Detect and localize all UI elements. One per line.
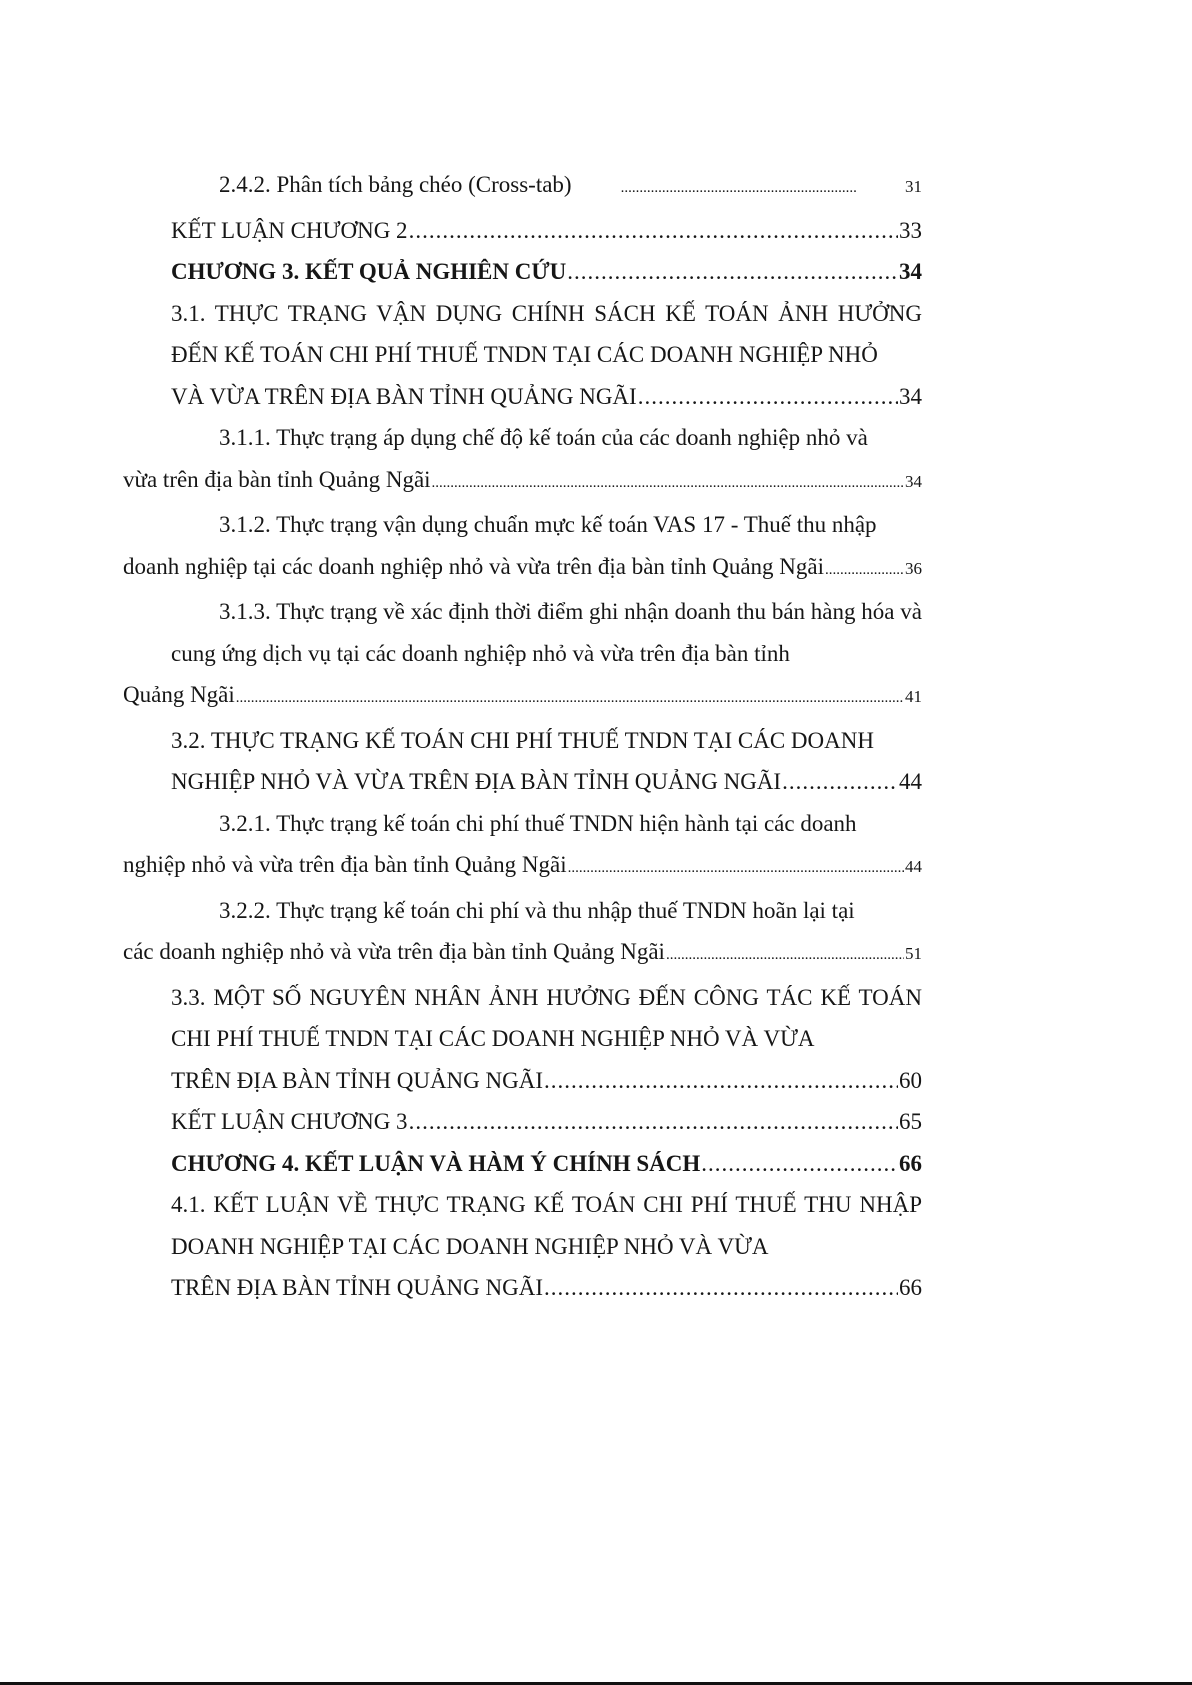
dot-leader (409, 210, 898, 252)
dot-leader (638, 376, 898, 418)
toc-entry-title: VÀ VỪA TRÊN ĐỊA BÀN TỈNH QUẢNG NGÃI (171, 383, 637, 409)
dot-leader (825, 550, 904, 592)
toc-entry-title: nghiệp nhỏ và vừa trên địa bàn tỉnh Quảng Ngãi (123, 852, 567, 877)
toc-entry-text: 3.2.1. Thực trạng kế toán chi phí thuế TNDN hiện hành tại các doanh (219, 810, 857, 836)
toc-entry-text: 3.1.3. Thực trạng về xác định thời điểm ghi nhận doanh thu bán hàng hóa và cung ứng dịch vụ tại các doanh nghiệp nhỏ và vừa trên địa bàn tỉnh (171, 599, 922, 666)
dot-leader (782, 761, 898, 803)
toc-entry-text: 4.1. KẾT LUẬN VỀ THỰC TRẠNG KẾ TOÁN CHI PHÍ THUẾ THU NHẬP DOANH NGHIỆP TẠI CÁC DOANH NGHIỆP NHỎ VÀ VỪA (171, 1192, 922, 1259)
toc-entry-line (171, 210, 922, 252)
toc-page-number: 31 (905, 177, 922, 196)
toc-entry-line (123, 459, 922, 505)
toc-entry[interactable] (123, 591, 922, 720)
toc-entry-line (123, 931, 922, 977)
dot-leader (567, 251, 898, 293)
toc-entry-title: 2.4.2. Phân tích bảng chéo (Cross-tab) (219, 172, 572, 197)
toc-entry-title: TRÊN ĐỊA BÀN TỈNH QUẢNG NGÃI (171, 1275, 544, 1300)
toc-entry-title: doanh nghiệp tại các doanh nghiệp nhỏ và vừa trên địa bàn tỉnh Quảng Ngãi (123, 553, 824, 579)
toc-entry[interactable] (171, 164, 922, 210)
toc-entry-line (171, 251, 922, 293)
toc-entry-line (171, 1101, 922, 1143)
dot-leader (544, 1267, 898, 1309)
toc-entry-line (123, 546, 922, 592)
toc-entry-text: 3.2.2. Thực trạng kế toán chi phí và thu nhập thuế TNDN hoãn lại tại (219, 897, 855, 923)
toc-entry-line (171, 164, 922, 210)
toc-page-number: 65 (899, 1109, 922, 1134)
toc-entry-title: TRÊN ĐỊA BÀN TỈNH QUẢNG NGÃI (171, 1067, 544, 1093)
toc-page-number: 34 (905, 471, 922, 491)
toc-page-number: 34 (899, 383, 922, 409)
dot-leader (573, 168, 856, 210)
toc-entry[interactable] (171, 977, 922, 1102)
toc-entry[interactable] (123, 417, 922, 504)
toc-entry[interactable] (171, 720, 922, 803)
toc-page-number: 36 (905, 558, 922, 578)
dot-leader (544, 1060, 898, 1102)
toc-entry-title: vừa trên địa bàn tỉnh Quảng Ngãi (123, 466, 431, 492)
dot-leader (666, 935, 904, 977)
toc-entry[interactable] (171, 1101, 922, 1143)
toc-page-number: 41 (905, 687, 922, 706)
toc-page-number: 66 (899, 1275, 922, 1300)
toc-page-number: 60 (899, 1067, 922, 1093)
toc-entry-line (171, 1267, 922, 1309)
toc-entry-line (171, 761, 922, 803)
toc-entry[interactable] (171, 210, 922, 252)
toc-entry-line (171, 1060, 922, 1102)
toc-entry[interactable] (123, 890, 922, 977)
toc-page-number: 51 (905, 944, 922, 963)
toc-page-number: 44 (899, 769, 922, 794)
toc-entry-text: 3.1.2. Thực trạng vận dụng chuẩn mực kế toán VAS 17 - Thuế thu nhập (219, 512, 877, 537)
toc-entry-text: 3.1. THỰC TRẠNG VẬN DỤNG CHÍNH SÁCH KẾ TOÁN ẢNH HƯỞNG ĐẾN KẾ TOÁN CHI PHÍ THUẾ TNDN TẠI CÁC DOANH NGHIỆP NHỎ (171, 300, 922, 367)
dot-leader (409, 1101, 898, 1143)
toc-page-number: 33 (899, 217, 922, 243)
toc-entry[interactable] (123, 803, 922, 890)
toc-entry-text: 3.1.1. Thực trạng áp dụng chế độ kế toán của các doanh nghiệp nhỏ và (219, 425, 868, 450)
dot-leader (432, 463, 904, 505)
toc-entry-title: Quảng Ngãi (123, 682, 235, 707)
toc-entry[interactable] (171, 1184, 922, 1309)
toc-entry[interactable] (171, 1143, 922, 1185)
toc-entry-line (171, 376, 922, 418)
toc-page-number: 66 (899, 1150, 922, 1176)
toc-page-number: 44 (905, 857, 922, 876)
toc-entry-text: 3.3. MỘT SỐ NGUYÊN NHÂN ẢNH HƯỞNG ĐẾN CÔNG TÁC KẾ TOÁN CHI PHÍ THUẾ TNDN TẠI CÁC DOANH NGHIỆP NHỎ VÀ VỪA (171, 984, 922, 1051)
dot-leader (568, 848, 904, 890)
toc-entry-line (123, 674, 922, 720)
toc-page-number: 34 (899, 259, 922, 284)
toc-entry[interactable] (171, 293, 922, 418)
toc-entry-title: KẾT LUẬN CHƯƠNG 2 (171, 217, 408, 243)
toc-entry[interactable] (123, 504, 922, 591)
toc-entry-title: KẾT LUẬN CHƯƠNG 3 (171, 1109, 408, 1134)
toc-entry-title: CHƯƠNG 4. KẾT LUẬN VÀ HÀM Ý CHÍNH SÁCH (171, 1150, 701, 1176)
toc-entry[interactable] (171, 251, 922, 293)
toc-entry-title: CHƯƠNG 3. KẾT QUẢ NGHIÊN CỨU (171, 259, 567, 284)
dot-leader (701, 1143, 898, 1185)
toc-entry-line (123, 844, 922, 890)
toc-entry-title: các doanh nghiệp nhỏ và vừa trên địa bàn tỉnh Quảng Ngãi (123, 939, 665, 964)
dot-leader (236, 678, 904, 720)
toc-entry-line (171, 1143, 922, 1185)
table-of-contents (123, 164, 922, 1309)
toc-entry-text: 3.2. THỰC TRẠNG KẾ TOÁN CHI PHÍ THUẾ TNDN TẠI CÁC DOANH (171, 727, 874, 753)
toc-entry-title: NGHIỆP NHỎ VÀ VỪA TRÊN ĐỊA BÀN TỈNH QUẢNG NGÃI (171, 769, 782, 794)
